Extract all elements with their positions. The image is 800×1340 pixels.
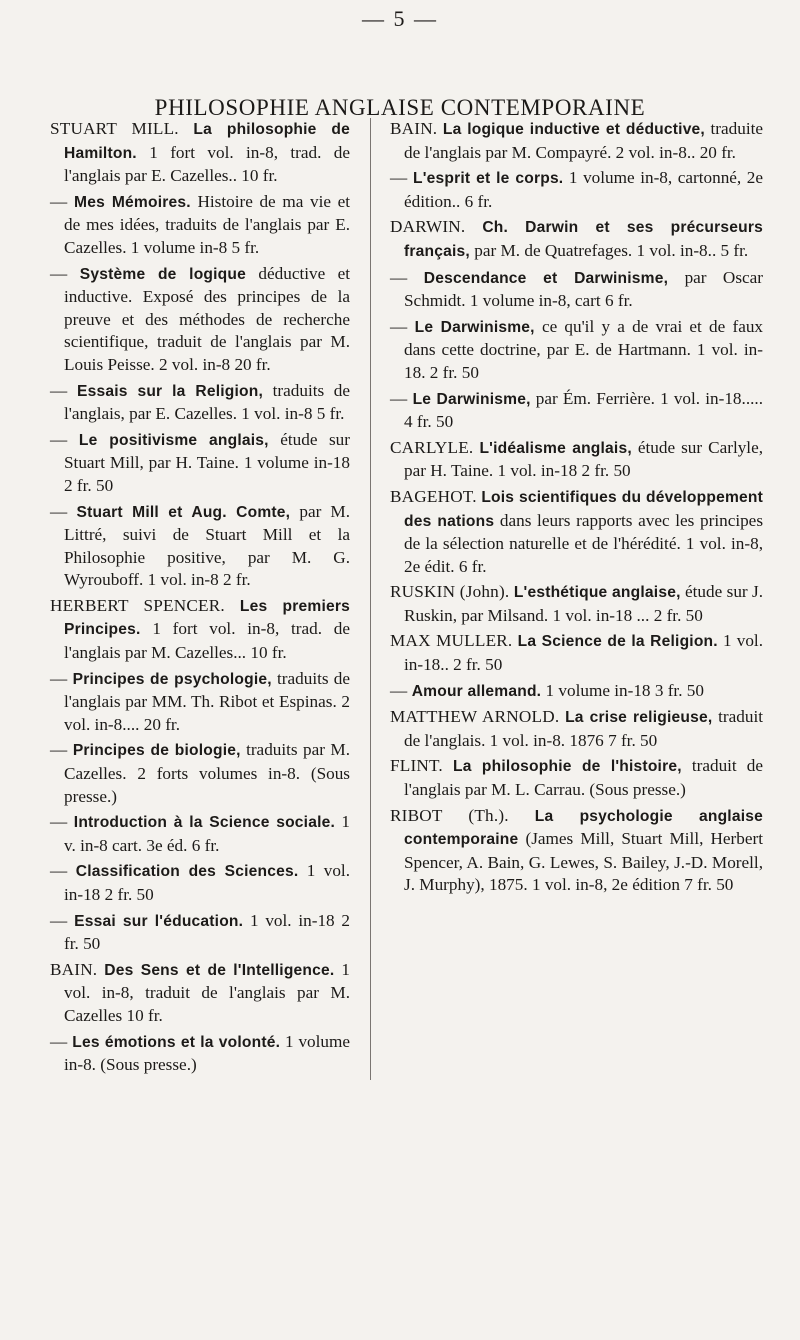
entry-title: Le positivisme anglais, — [78, 431, 269, 449]
entry-description: par M. Littré, suivi de Stuart Mill et la Philosophie positive, par M. G. Wyrouboff. 1 vol. in-8 2 fr. — [64, 501, 351, 590]
entry-title: L'esthétique anglaise, — [513, 584, 681, 602]
entry-description: 1 vol. in-18 2 fr. 50 — [64, 910, 350, 954]
catalog-entry — [390, 167, 763, 213]
entry-description: 1 v. in-8 cart. 3e éd. 6 fr. — [64, 812, 351, 855]
entry-title: Lois scientifiques du développement des nations — [404, 488, 763, 530]
entry-description: 1 vol. in-18 2 fr. 50 — [64, 861, 351, 904]
entry-description: 1 vol. in-18.. 2 fr. 50 — [404, 631, 764, 675]
entry-author: — — [50, 191, 68, 211]
catalog-entry — [390, 630, 763, 676]
entry-description: traduit de l'anglais. 1 vol. in-8. 1876 7 fr. 50 — [404, 707, 764, 750]
entry-title: Classification des Sciences. — [75, 863, 299, 881]
catalog-entry — [390, 118, 763, 164]
entry-title: Introduction à la Science sociale. — [73, 814, 336, 832]
entry-author: — — [50, 668, 68, 688]
catalog-entry — [390, 437, 763, 483]
entry-description: 1 volume in-8. (Sous presse.) — [64, 1031, 351, 1075]
entry-author: MAX MULLER. — [390, 631, 513, 651]
entry-description: ce qu'il y a de vrai et de faux dans cette doctrine, par E. de Hartmann. 1 vol. in-18. 2 fr. 50 — [404, 316, 764, 382]
entry-title: La philosophie de l'histoire, — [453, 758, 682, 776]
catalog-entry — [390, 706, 763, 752]
entry-title: Système de logique — [79, 265, 247, 283]
left-column — [50, 118, 350, 1080]
entry-title: Le Darwinisme, — [414, 318, 535, 336]
entry-description: étude sur Stuart Mill, par H. Taine. 1 volume in-18 2 fr. 50 — [64, 429, 351, 495]
column-divider — [370, 118, 371, 1080]
entry-description: par Ém. Ferrière. 1 vol. in-18..... 4 fr. 50 — [404, 388, 764, 432]
catalog-entry — [390, 581, 763, 627]
entry-author: — — [390, 680, 408, 700]
entry-description: dans leurs rapports avec les principes de la sélection naturelle et de l'hérédité. 1 vol. in-8, 2e édit. 6 fr. — [404, 510, 764, 576]
entry-title: Principes de biologie, — [72, 742, 241, 760]
entry-title: La crise religieuse, — [565, 709, 713, 727]
entry-title: La philosophie de Hamilton. — [64, 121, 350, 162]
entry-author: — — [50, 812, 68, 832]
entry-description: 1 volume in-8, cartonné, 2e édition.. 6 fr. — [404, 168, 764, 211]
catalog-entry — [50, 380, 350, 426]
entry-author: — — [50, 380, 68, 400]
entry-author: — — [390, 316, 408, 336]
catalog-entry — [390, 486, 763, 578]
entry-author: BAGEHOT. — [390, 486, 477, 506]
entry-author: RUSKIN (John). — [390, 582, 510, 602]
entry-author: — — [50, 861, 68, 881]
catalog-entry — [390, 216, 763, 263]
entry-title: Amour allemand. — [411, 682, 542, 700]
entry-description: traduits de l'anglais par MM. Th. Ribot et Espinas. 2 vol. in-8.... 20 fr. — [64, 668, 351, 734]
entry-title: La logique inductive et déductive, — [442, 121, 705, 138]
page-title: PHILOSOPHIE ANGLAISE CONTEMPORAINE — [154, 95, 646, 121]
entry-author: — — [50, 1031, 68, 1051]
catalog-entry — [50, 263, 350, 377]
catalog-entry — [50, 910, 350, 956]
entry-title: L'idéalisme anglais, — [479, 439, 632, 457]
catalog-entry — [50, 668, 350, 737]
catalog-entry — [390, 755, 763, 801]
entry-author: — — [50, 740, 68, 760]
entry-description: 1 fort vol. in-8, trad. de l'anglais par M. Cazelles... 10 fr. — [64, 619, 350, 663]
catalog-entry — [50, 501, 350, 592]
entry-author: MATTHEW ARNOLD. — [390, 707, 560, 727]
entry-author: BAIN. — [390, 119, 438, 138]
catalog-entry — [50, 191, 350, 260]
catalog-entry — [390, 805, 763, 897]
entry-description: traduit de l'anglais par M. L. Carrau. (Sous presse.) — [404, 756, 764, 800]
catalog-entry — [50, 959, 350, 1028]
catalog-entry — [50, 860, 350, 906]
entry-description: traduits de l'anglais, par E. Cazelles. 1 vol. in-8 5 fr. — [64, 380, 351, 424]
catalog-entry — [50, 118, 350, 188]
entry-author: HERBERT SPENCER. — [50, 595, 225, 615]
entry-description: 1 vol. in-8, traduit de l'anglais par M. Cazelles 10 fr. — [64, 959, 351, 1025]
entry-title: Essais sur la Religion, — [77, 382, 264, 400]
entry-author: — — [50, 910, 68, 930]
entry-author: RIBOT (Th.). — [390, 805, 509, 825]
entry-author: — — [390, 388, 408, 408]
entry-description: (James Mill, Stuart Mill, Herbert Spencer, A. Bain, G. Lewes, S. Bailey, J.-D. Morell, J. Murphy), 1875. 1 vol. in-8, 2e édition 7 fr. 50 — [404, 829, 763, 895]
entry-author: FLINT. — [390, 756, 443, 776]
catalog-entry — [50, 595, 350, 665]
entry-title: La psychologie anglaise contemporaine — [404, 807, 763, 849]
entry-description: 1 fort vol. in-8, trad. de l'anglais par E. Cazelles.. 10 fr. — [64, 142, 350, 186]
entry-author: — — [50, 501, 68, 521]
entry-title: L'esprit et le corps. — [412, 170, 564, 188]
entry-title: Ch. Darwin et ses précurseurs français, — [404, 219, 764, 260]
entry-description: par Oscar Schmidt. 1 volume in-8, cart 6 fr. — [404, 267, 763, 311]
catalog-entry — [390, 267, 763, 313]
entry-title: Les émotions et la volonté. — [72, 1033, 281, 1051]
catalog-entry — [390, 316, 763, 385]
entry-title: Descendance et Darwinisme, — [423, 269, 669, 287]
entry-author: DARWIN. — [390, 217, 466, 237]
entry-description: étude sur J. Ruskin, par Milsand. 1 vol. in-18 ... 2 fr. 50 — [404, 582, 764, 625]
entry-author: BAIN. — [50, 959, 98, 979]
entry-title: Stuart Mill et Aug. Comte, — [76, 503, 291, 521]
entry-description: traduits par M. Cazelles. 2 forts volumes in-8. (Sous presse.) — [64, 740, 350, 806]
entry-title: La Science de la Religion. — [517, 633, 718, 651]
catalog-entry — [390, 388, 763, 434]
catalog-entry — [390, 680, 763, 704]
entry-title: Principes de psychologie, — [72, 670, 272, 688]
entry-author: — — [50, 263, 68, 283]
entry-author: CARLYLE. — [390, 437, 474, 457]
catalog-entry — [50, 1031, 350, 1077]
catalog-entry — [50, 739, 350, 808]
entry-author: — — [390, 267, 408, 287]
entry-author: — — [50, 429, 68, 449]
entry-title: Des Sens et de l'Intelligence. — [104, 961, 335, 979]
entry-title: Essai sur l'éducation. — [74, 912, 244, 930]
page-number: — 5 — — [362, 6, 438, 31]
entry-author: — — [390, 168, 408, 188]
entry-description: Histoire de ma vie et de mes idées, traduits de l'anglais par E. Cazelles. 1 volume in-8 5 fr. — [64, 191, 351, 257]
entry-description: déductive et inductive. Exposé des principes de la preuve et des méthodes de recherche scientifique, traduit de l'anglais par M. Louis Peisse. 2 vol. in-8 20 fr. — [64, 263, 351, 374]
entry-author: STUART MILL. — [50, 119, 179, 138]
entry-title: Le Darwinisme, — [412, 390, 531, 408]
catalog-entry — [50, 811, 350, 857]
entry-description: par M. de Quatrefages. 1 vol. in-8.. 5 fr. — [474, 240, 749, 260]
entry-description: étude sur Carlyle, par H. Taine. 1 vol. in-18 2 fr. 50 — [404, 437, 764, 481]
catalog-entry — [50, 429, 350, 498]
entry-description: 1 volume in-18 3 fr. 50 — [545, 680, 704, 700]
entry-title: Mes Mémoires. — [74, 193, 191, 211]
entry-title: Les premiers Principes. — [64, 597, 350, 639]
entry-description: traduite de l'anglais par M. Compayré. 2 vol. in-8.. 20 fr. — [404, 119, 763, 162]
right-column — [390, 118, 763, 900]
